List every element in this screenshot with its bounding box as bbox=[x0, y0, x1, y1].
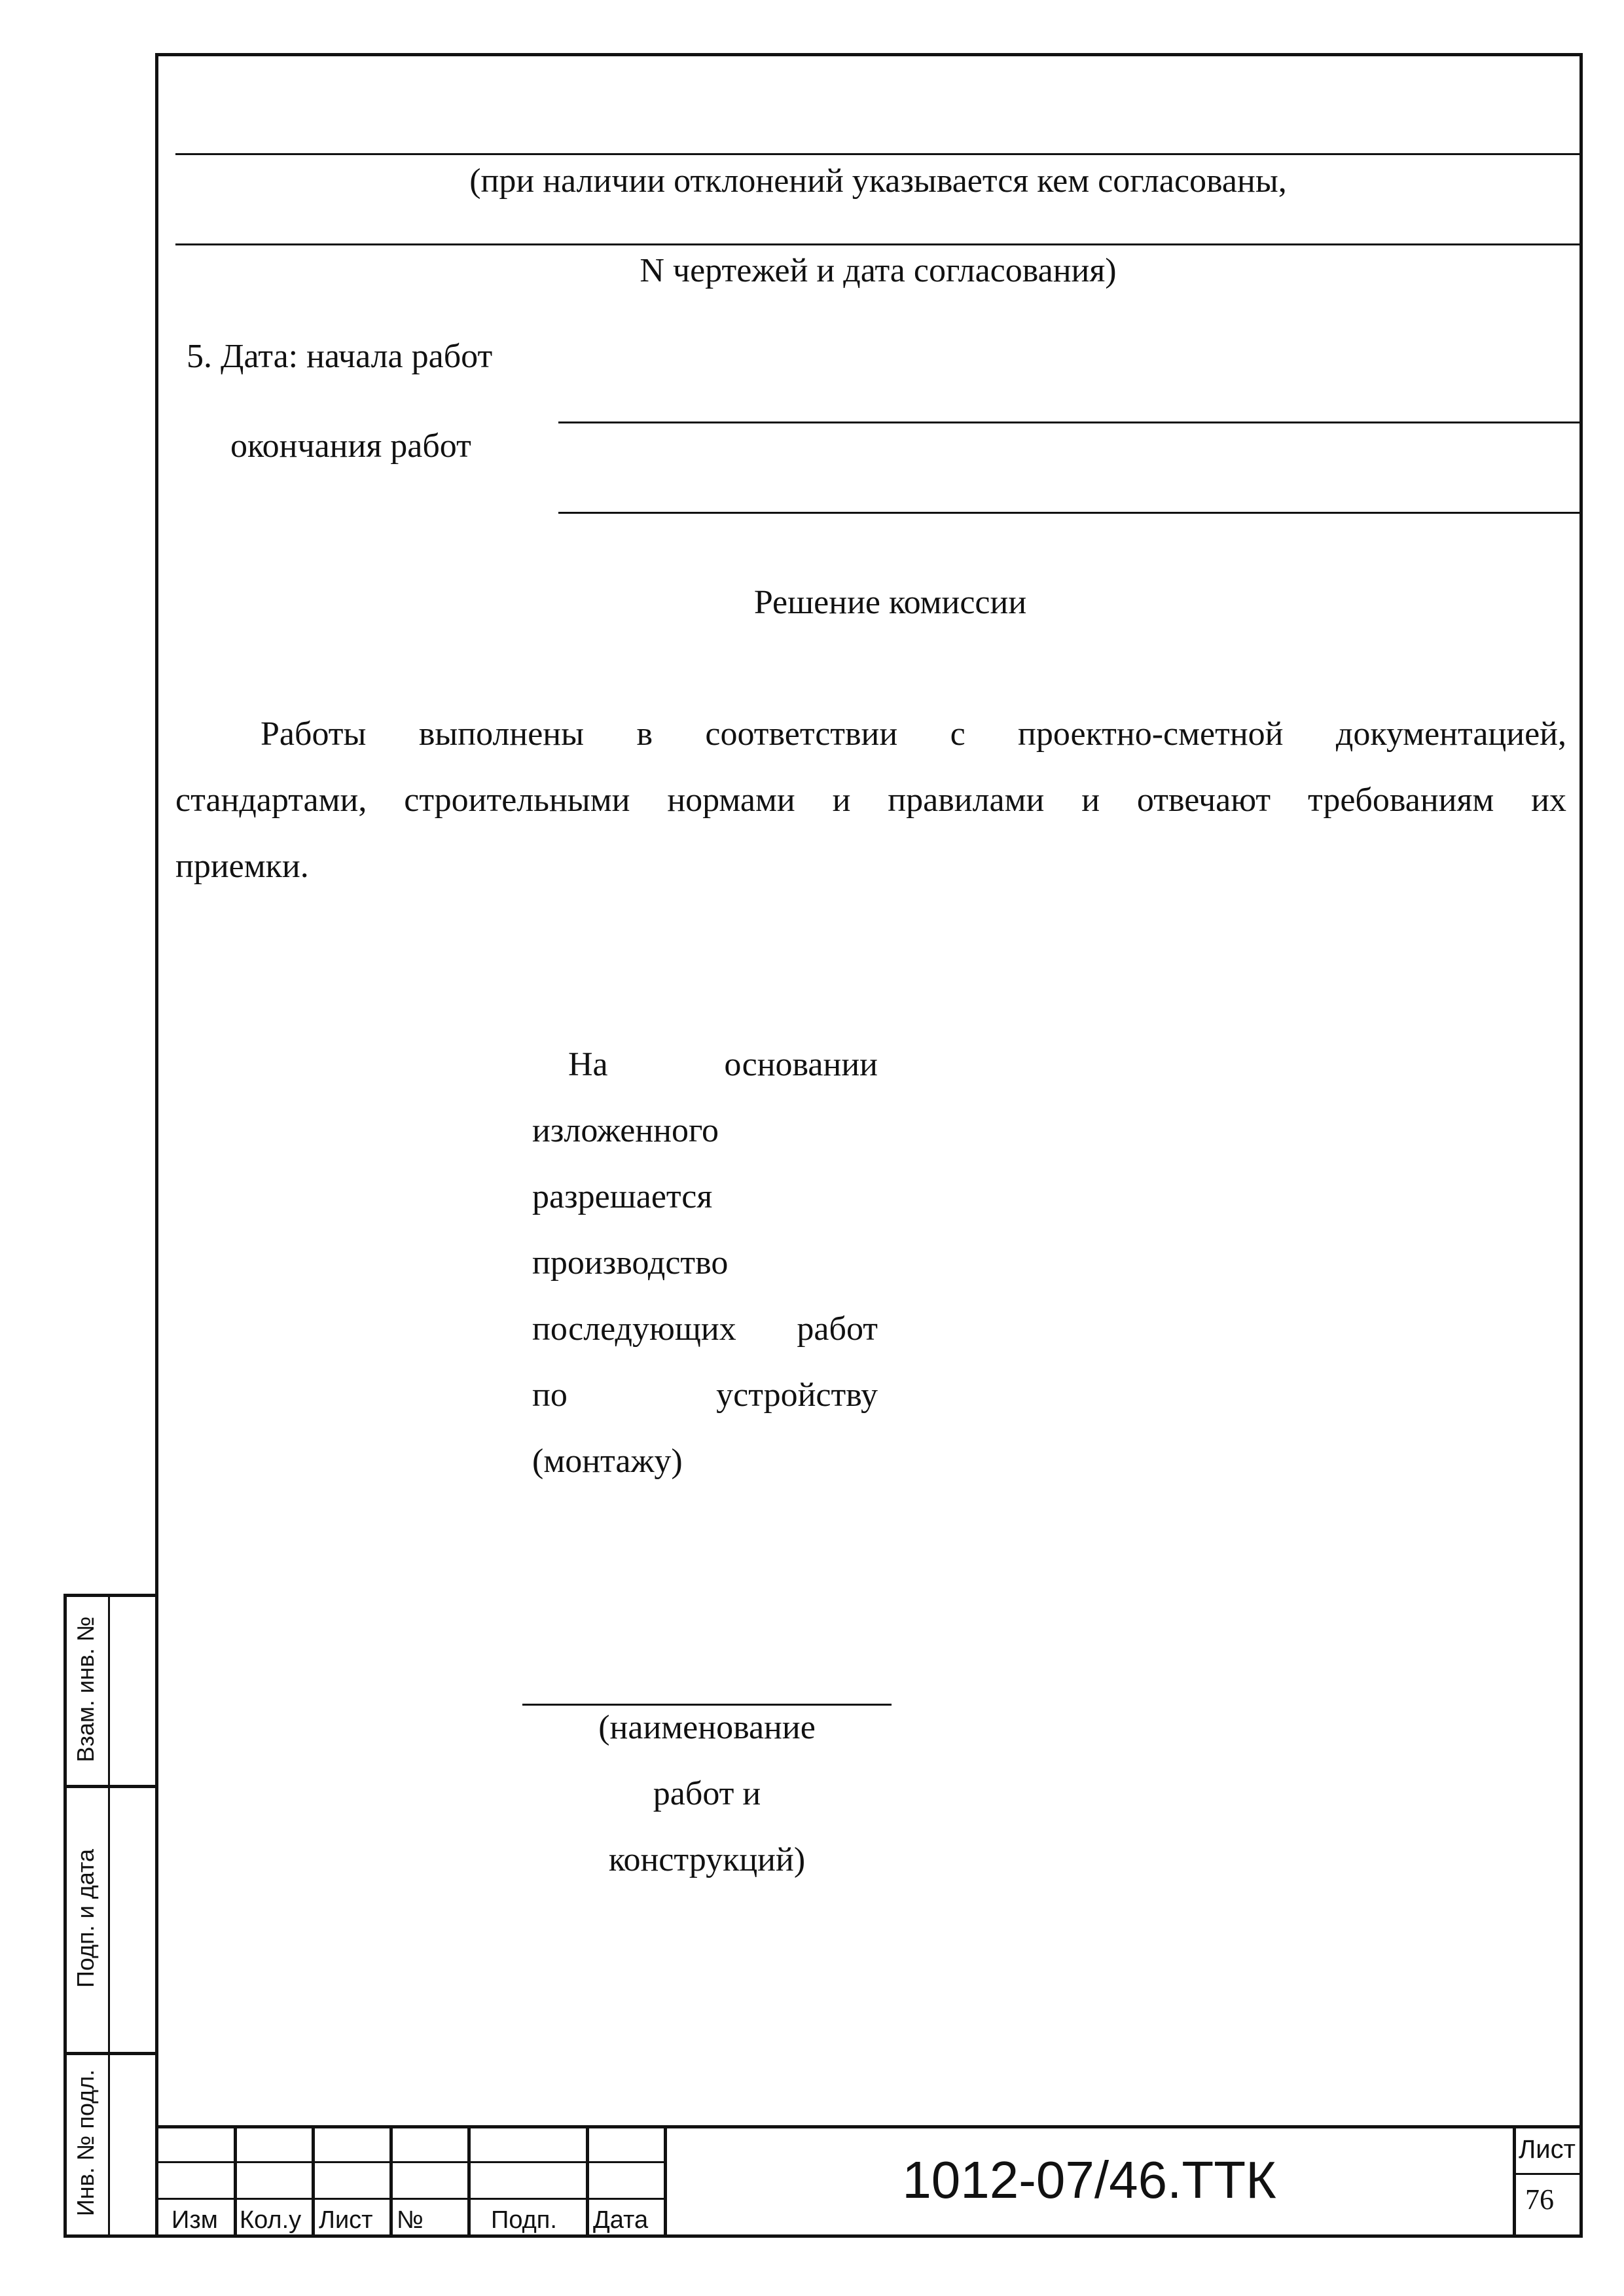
col-data: Дата bbox=[593, 2206, 649, 2234]
side-label-inv-podl: Инв. № подл. bbox=[72, 2069, 99, 2217]
permission-line-6: по устройству bbox=[532, 1376, 878, 1414]
col-izm: Изм bbox=[171, 2206, 218, 2234]
works-name-line bbox=[522, 1704, 892, 1706]
title-block-top bbox=[155, 2125, 1583, 2128]
blank-line-2 bbox=[175, 243, 1581, 245]
col-list: Лист bbox=[319, 2206, 373, 2234]
sheet-cell-divider bbox=[1513, 2173, 1583, 2175]
permission-line-5: последующих работ bbox=[532, 1310, 878, 1348]
col-number: № bbox=[397, 2206, 424, 2234]
permission-line-7: (монтажу) bbox=[532, 1443, 683, 1480]
col-border-2 bbox=[312, 2125, 315, 2238]
title-block-row-1 bbox=[155, 2161, 666, 2163]
works-caption bbox=[522, 1707, 892, 1905]
works-caption-line-1: (наименование bbox=[598, 1709, 816, 1746]
end-date-line bbox=[558, 512, 1581, 514]
decision-line-2: стандартами, строительными нормами и правилами и отвечают требованиям их bbox=[175, 781, 1566, 819]
permission-line-3: разрешается bbox=[532, 1178, 713, 1215]
deviation-caption-2: N чертежей и дата согласования) bbox=[640, 252, 1117, 289]
side-stamp-divider bbox=[108, 1594, 110, 2238]
decision-line-1: Работы выполнены в соответствии с проектно-сметной документацией, bbox=[261, 715, 1566, 753]
decision-paragraph bbox=[175, 713, 1566, 912]
permission-text bbox=[532, 1044, 878, 1507]
decision-title: Решение комиссии bbox=[753, 584, 1027, 621]
col-border-5 bbox=[586, 2125, 589, 2238]
col-border-3 bbox=[389, 2125, 393, 2238]
sheet-label: Лист bbox=[1519, 2135, 1576, 2164]
col-border-7 bbox=[1513, 2125, 1516, 2238]
works-caption-line-2: работ и bbox=[653, 1775, 761, 1812]
document-code: 1012-07/46.ТТК bbox=[902, 2151, 1276, 2209]
col-border-1 bbox=[234, 2125, 237, 2238]
title-block-row-2 bbox=[155, 2198, 666, 2200]
side-stamp-left-border bbox=[63, 1594, 67, 2238]
col-kol-u: Кол.у bbox=[240, 2206, 302, 2234]
start-date-line bbox=[558, 422, 1581, 423]
blank-line-1 bbox=[175, 153, 1581, 155]
works-caption-line-3: конструкций) bbox=[608, 1841, 806, 1878]
col-border-4 bbox=[467, 2125, 471, 2238]
permission-line-1: На основании bbox=[568, 1046, 878, 1083]
side-label-vzam-inv: Взам. инв. № bbox=[72, 1616, 99, 1763]
sheet-number: 76 bbox=[1525, 2183, 1554, 2215]
end-date-label: окончания работ bbox=[230, 427, 471, 465]
deviation-caption-1: (при наличии отклонений указывается кем согласованы, bbox=[469, 162, 1287, 200]
start-date-label: 5. Дата: начала работ bbox=[187, 338, 493, 375]
side-label-podp-data: Подп. и дата bbox=[72, 1848, 99, 1988]
permission-line-2: изложенного bbox=[532, 1112, 719, 1149]
decision-line-3: приемки. bbox=[175, 848, 309, 885]
permission-line-4: производство bbox=[532, 1244, 729, 1282]
col-podp: Подп. bbox=[491, 2206, 557, 2234]
